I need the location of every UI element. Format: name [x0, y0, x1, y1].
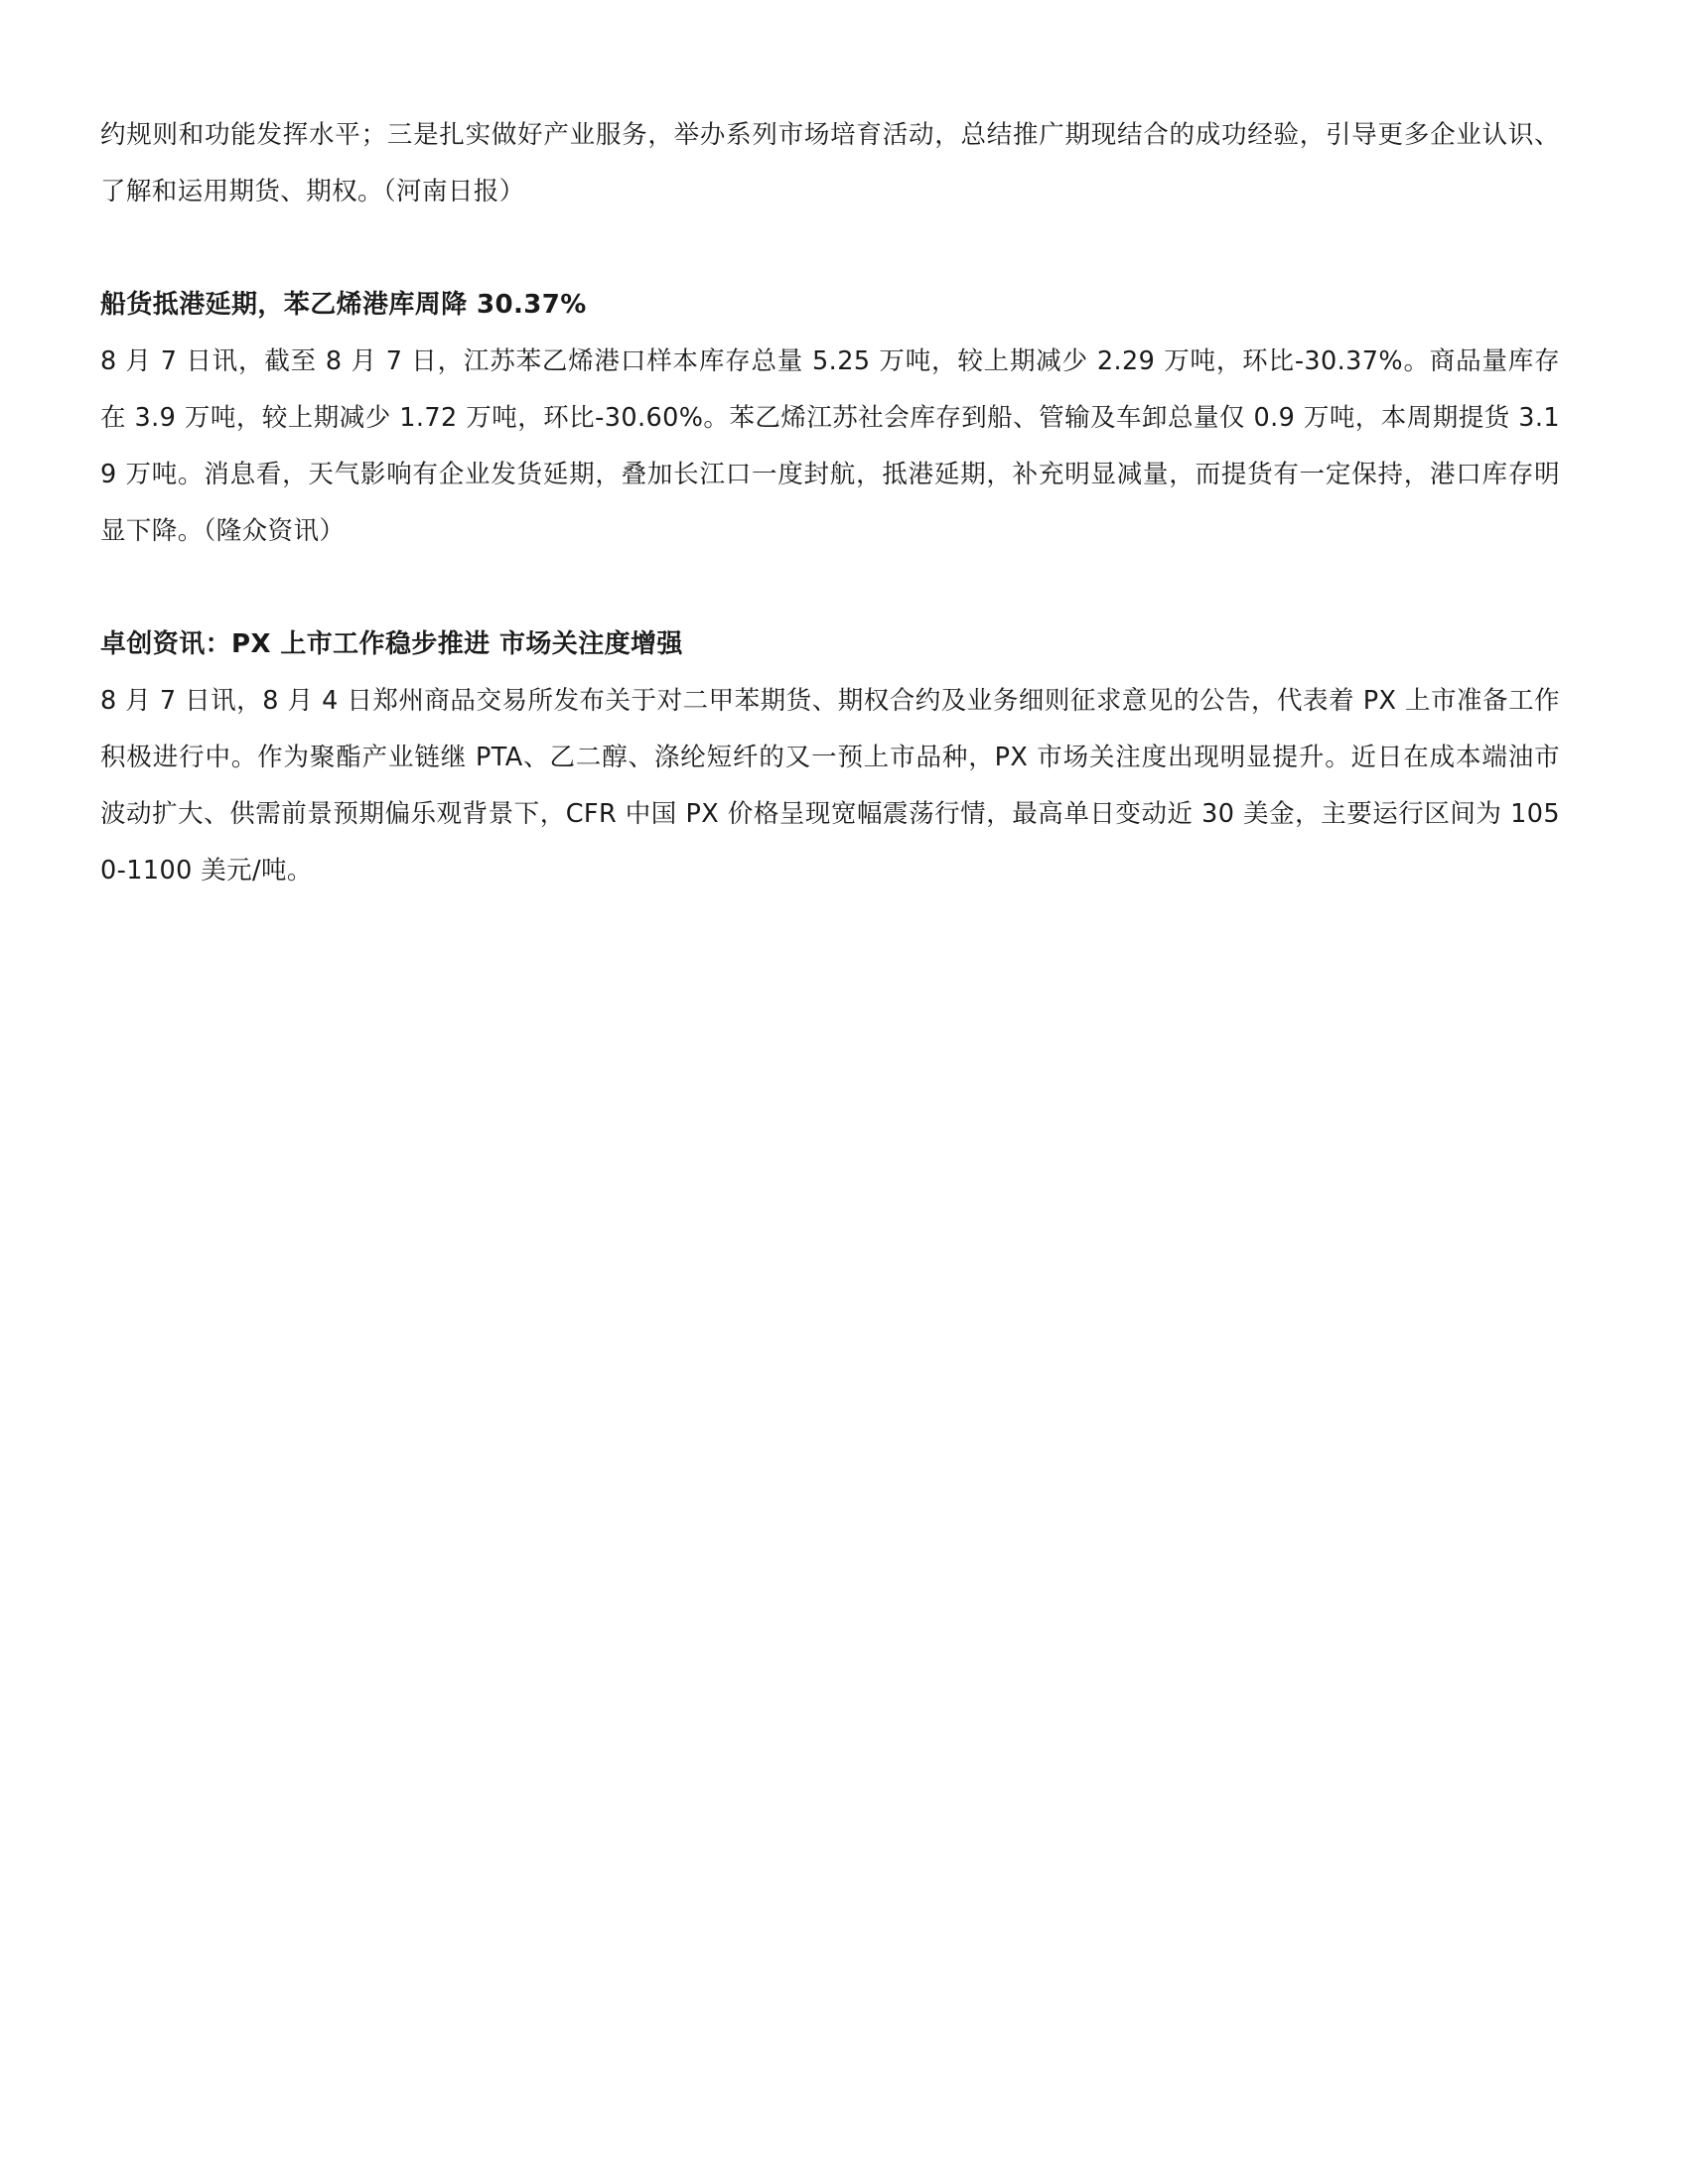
news-body-px: 8 月 7 日讯，8 月 4 日郑州商品交易所发布关于对二甲苯期货、期权合约及业务细则征求意见的公告，代表着 PX 上市准备工作积极进行中。作为聚酯产业链继 PTA、乙二醇、涤纶短纤的又一预上市品种，PX 市场关注度出现明显提升。近日在成本端油市波动扩大、供需前景预期偏乐观背景下，CFR 中国 PX 价格呈现宽幅震荡行情，最高单日变动近 30 美金，主要运行区间为 1050-1100 美元/吨。 [100, 686, 1560, 886]
news-headline-px: 卓创资讯：PX 上市工作稳步推进 市场关注度增强 [100, 629, 683, 659]
continued-paragraph: 约规则和功能发挥水平；三是扎实做好产业服务，举办系列市场培育活动，总结推广期现结合的成功经验，引导更多企业认识、了解和运用期货、期权。（河南日报） [100, 120, 1560, 206]
article-content [100, 107, 1560, 899]
news-body-styrene: 8 月 7 日讯，截至 8 月 7 日，江苏苯乙烯港口样本库存总量 5.25 万吨，较上期减少 2.29 万吨，环比-30.37%。商品量库存在 3.9 万吨，较上期减少 1.72 万吨，环比-30.60%。苯乙烯江苏社会库存到船、管输及车卸总量仅 0.9 万吨，本周期提货 3.19 万吨。消息看，天气影响有企业发货延期，叠加长江口一度封航，抵港延期，补充明显减量，而提货有一定保持，港口库存明显下降。（隆众资讯） [100, 346, 1560, 546]
section-spacer [100, 220, 1560, 277]
news-headline-styrene: 船货抵港延期，苯乙烯港库周降 30.37% [100, 290, 587, 320]
section-spacer [100, 560, 1560, 616]
